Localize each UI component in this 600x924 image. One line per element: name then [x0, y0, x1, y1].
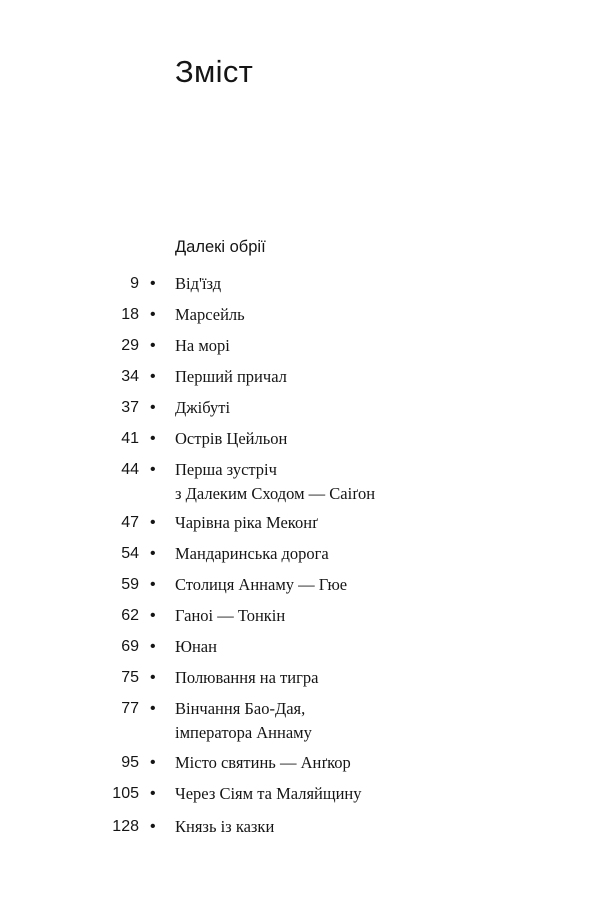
toc-page-number: 75: [121, 669, 139, 686]
toc-bullet: •: [150, 607, 156, 624]
toc-bullet: •: [150, 399, 156, 416]
toc-bullet: •: [150, 461, 156, 478]
toc-entry[interactable]: [0, 576, 600, 596]
toc-entry[interactable]: [0, 785, 600, 805]
toc-title: Чарівна ріка Меконґ: [175, 513, 318, 532]
toc-title: Перший причал: [175, 367, 287, 386]
page-title: Зміст: [175, 54, 254, 89]
toc-page-number: 54: [121, 545, 139, 562]
toc-page-number: 95: [121, 754, 139, 771]
toc-entry[interactable]: [0, 275, 600, 295]
toc-page-number: 47: [121, 514, 139, 531]
toc-title: Перша зустріч з Далеким Сходом — Саіґон: [175, 460, 376, 503]
section-title: Далекі обрії: [175, 238, 266, 256]
toc-title: Полювання на тигра: [175, 668, 319, 687]
toc-page-number: 105: [112, 785, 139, 802]
toc-title: Столиця Аннаму — Гюе: [175, 575, 348, 594]
toc-entry[interactable]: [0, 368, 600, 388]
toc-title: Марсейль: [175, 305, 245, 324]
toc-title: Джібуті: [175, 398, 231, 417]
toc-page-number: 41: [121, 430, 139, 447]
toc-entry[interactable]: [0, 607, 600, 627]
toc-page-number: 59: [121, 576, 139, 593]
toc-bullet: •: [150, 430, 156, 447]
toc-title: Князь із казки: [175, 817, 275, 836]
toc-title: Від'їзд: [175, 274, 222, 293]
toc-title: Острів Цейльон: [175, 429, 288, 448]
toc-title: Юнан: [175, 637, 217, 656]
toc-entry[interactable]: [0, 460, 600, 503]
toc-page-number: 44: [121, 461, 139, 478]
toc-bullet: •: [150, 785, 156, 802]
toc-bullet: •: [150, 514, 156, 531]
toc-entry[interactable]: [0, 306, 600, 326]
toc-entry[interactable]: [0, 399, 600, 419]
toc-bullet: •: [150, 669, 156, 686]
toc-entry[interactable]: [0, 545, 600, 565]
toc-bullet: •: [150, 306, 156, 323]
toc-bullet: •: [150, 576, 156, 593]
toc-bullet: •: [150, 700, 156, 717]
toc-page-number: 69: [121, 638, 139, 655]
toc-title: На морі: [175, 336, 230, 355]
toc-title: Ганоі — Тонкін: [175, 606, 286, 625]
toc-entry[interactable]: [0, 638, 600, 658]
toc-entry[interactable]: [0, 337, 600, 357]
toc-entry[interactable]: [0, 430, 600, 450]
toc-title: Через Сіям та Маляйщину: [175, 784, 362, 803]
toc-entry[interactable]: [0, 699, 600, 742]
toc-entry[interactable]: [0, 754, 600, 774]
toc-bullet: •: [150, 754, 156, 771]
toc-title: Місто святинь — Анґкор: [175, 753, 351, 772]
toc-page-number: 18: [121, 306, 139, 323]
toc-title: Вінчання Бао-Дая, імператора Аннаму: [175, 699, 312, 742]
toc-bullet: •: [150, 275, 156, 292]
toc-page-number: 9: [130, 275, 139, 292]
toc-page-number: 77: [121, 700, 139, 717]
toc-page-number: 128: [112, 818, 139, 835]
toc-page-number: 62: [121, 607, 139, 624]
toc-title: Мандаринська дорога: [175, 544, 329, 563]
toc-bullet: •: [150, 337, 156, 354]
toc-bullet: •: [150, 638, 156, 655]
toc-bullet: •: [150, 368, 156, 385]
toc-bullet: •: [150, 818, 156, 835]
toc-entry[interactable]: [0, 818, 600, 838]
toc-entry[interactable]: [0, 669, 600, 689]
toc-page-number: 29: [121, 337, 139, 354]
toc-bullet: •: [150, 545, 156, 562]
toc-entry[interactable]: [0, 514, 600, 534]
toc-page-number: 34: [121, 368, 139, 385]
toc-page-number: 37: [121, 399, 139, 416]
